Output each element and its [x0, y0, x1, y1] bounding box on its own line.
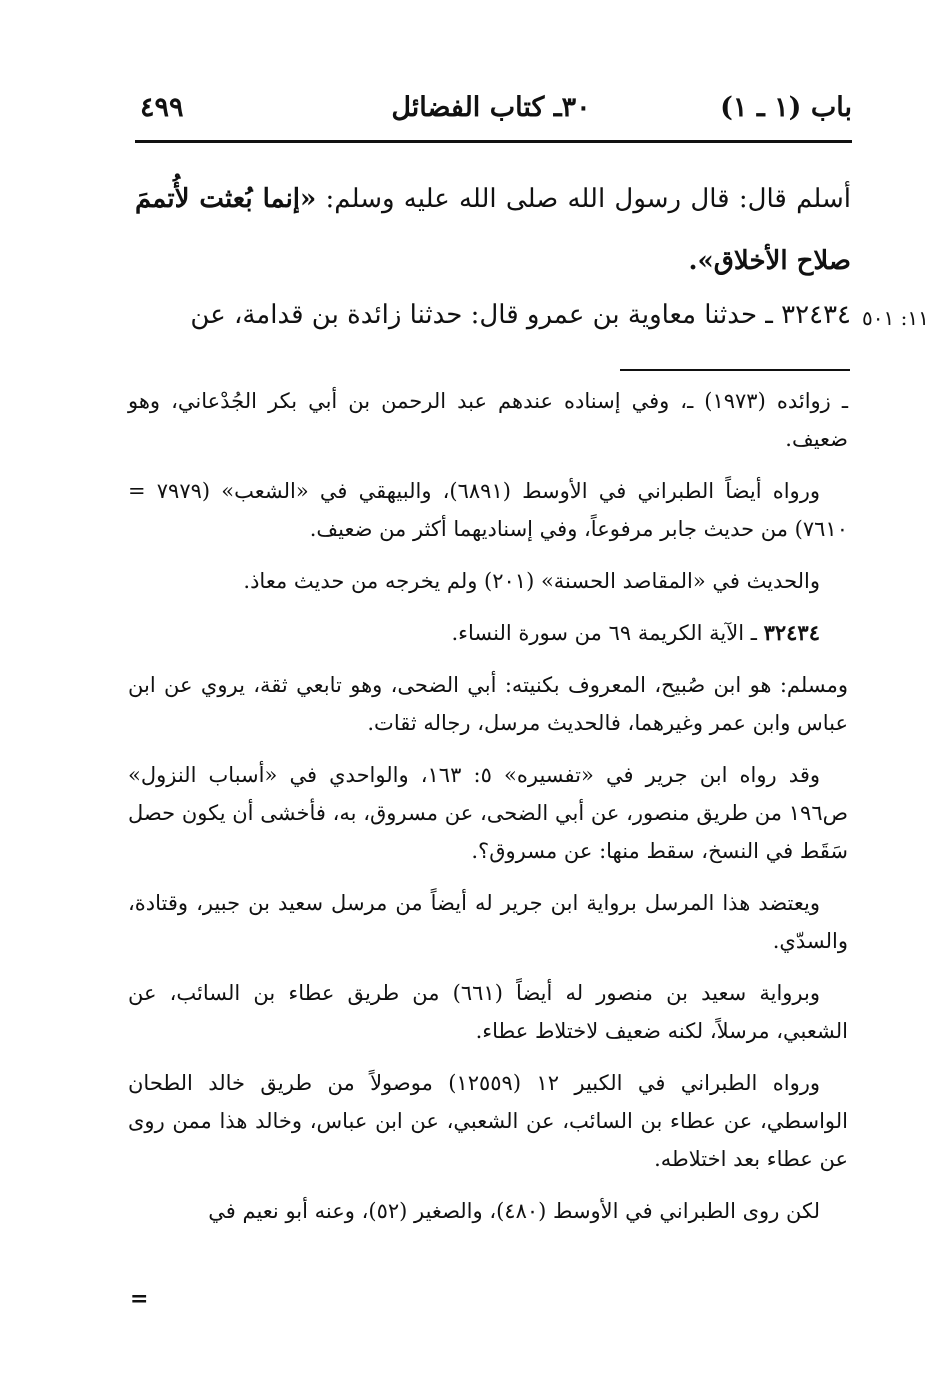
- footnote-paragraph: وقد رواه ابن جرير في «تفسيره» ٥: ١٦٣، والواحدي في «أسباب النزول» ص١٩٦ من طريق منصور، عن أبي الضحى، عن مسروق، به، فأخشى أن يكون حصل سَقَط في النسخ، سقط منها: عن مسروق؟.: [128, 763, 848, 863]
- footnote-paragraph: ومسلم: هو ابن صُبيح، المعروف بكنيته: أبي الضحى، وهو تابعي ثقة، يروي عن ابن عباس وابن عمر وغيرهما، فالحديث مرسل، رجاله ثقات.: [128, 673, 848, 735]
- hadith-number: ٣٢٤٣٤: [781, 300, 851, 330]
- margin-reference: ١١: ٥٠١: [862, 306, 929, 330]
- footnote-paragraph: لكن روى الطبراني في الأوسط (٤٨٠)، والصغير (٥٢)، وعنه أبو نعيم في: [208, 1199, 820, 1223]
- footnote-paragraph: ورواه الطبراني في الكبير ١٢ (١٢٥٥٩) موصولاً من طريق خالد الطحان الواسطي، عن عطاء بن السائب، عن الشعبي، عن ابن عباس، وخالد هذا ممن روى عن عطاء بعد اختلاطه.: [128, 1071, 848, 1171]
- chapter-reference: باب (١ ـ ١): [720, 92, 852, 123]
- main-intro: أسلم قال: قال رسول الله صلى الله عليه وسلم:: [316, 184, 851, 214]
- header-divider: [135, 140, 852, 143]
- footnote-paragraph: ورواه أيضاً الطبراني في الأوسط (٦٨٩١)، والبيهقي في «الشعب» (٧٩٧٩ = ٧٦١٠) من حديث جابر مرفوعاً، وفي إسناديهما أكثر من ضعيف.: [128, 479, 848, 541]
- page-header: [130, 92, 852, 136]
- book-title: ٣٠ـ كتاب الفضائل: [391, 92, 591, 123]
- footnote-paragraph: والحديث في «المقاصد الحسنة» (٢٠١) ولم يخرجه من حديث معاذ.: [243, 569, 820, 593]
- prophetic-quote: «إنما بُعثت لأُتممَ صلاح الأخلاق».: [135, 184, 851, 276]
- main-paragraph: [135, 168, 851, 292]
- footnote-divider: [620, 369, 850, 371]
- footnote-paragraph: ـ زوائده (١٩٧٣) ـ، وفي إسناده عندهم عبد الرحمن بن أبي بكر الجُدْعاني، وهو ضعيف.: [128, 389, 848, 451]
- hadith-text: ـ حدثنا معاوية بن عمرو قال: حدثنا زائدة بن قدامة، عن: [190, 300, 782, 330]
- page-number: ٤٩٩: [140, 92, 184, 123]
- hadith-line: [135, 290, 851, 340]
- footnote-paragraph: ٣٢٤٣٤ ـ الآية الكريمة ٦٩ من سورة النساء.: [451, 620, 820, 645]
- footnotes: [128, 382, 848, 1244]
- main-text: [135, 168, 851, 292]
- footnote-paragraph: وبرواية سعيد بن منصور له أيضاً (٦٦١) من طريق عطاء بن السائب، عن الشعبي، مرسلاً، لكنه ضعيف لاختلاط عطاء.: [128, 981, 848, 1043]
- footnote-paragraph: ويعتضد هذا المرسل برواية ابن جرير له أيضاً من مرسل سعيد بن جبير، وقتادة، والسدّي.: [128, 891, 848, 953]
- continuation-mark: =: [130, 1286, 149, 1312]
